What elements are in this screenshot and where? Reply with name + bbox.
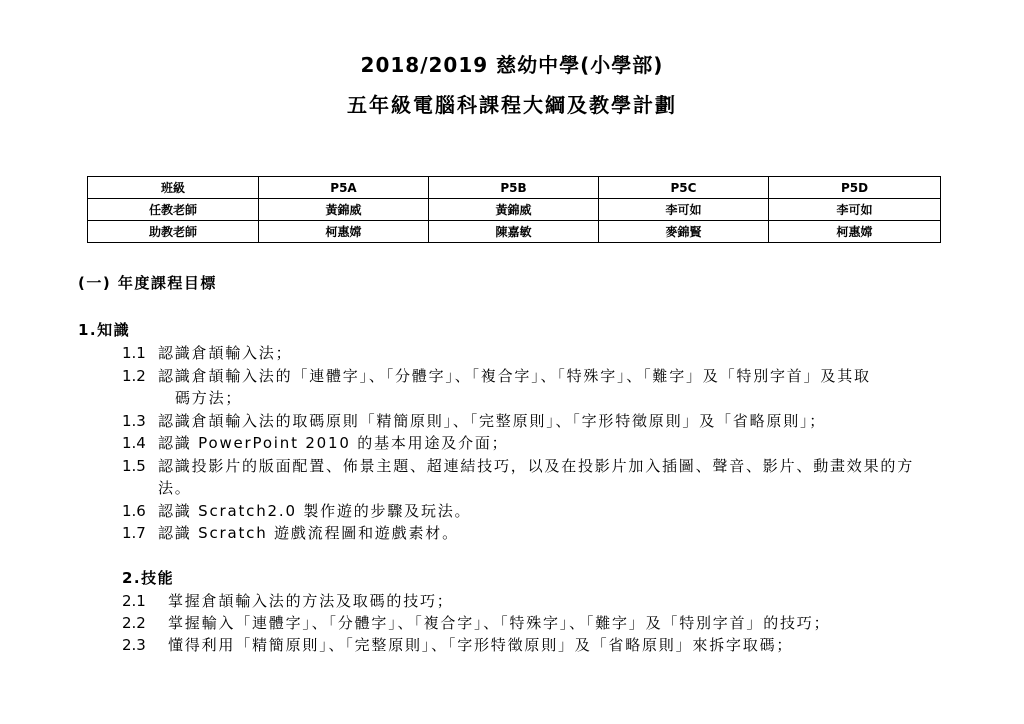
list-item	[122, 365, 1002, 388]
list-item	[122, 634, 1002, 656]
item-text: 認識 Scratch 遊戲流程圖和遊戲素材。	[158, 524, 459, 542]
table-header-cell: 班級	[88, 177, 259, 199]
table-row-label: 助教老師	[88, 221, 259, 243]
item-text: 認識 Scratch2.0 製作遊的步驟及玩法。	[158, 501, 472, 520]
item-number: 1.1	[122, 344, 146, 362]
item-text: 掌握輸入「連體字」、「分體字」、「複合字」、「特殊字」、「難字」及「特別字首」的技巧；	[168, 614, 831, 632]
table-header-cell: P5A	[259, 177, 429, 199]
item-text: 認識倉頡輸入法的「連體字」、「分體字」、「複合字」、「特殊字」、「難字」及「特別字首」及其取	[158, 366, 871, 385]
item-number: 2.1	[122, 592, 146, 610]
item-number: 1.7	[122, 524, 146, 542]
table-row	[88, 199, 941, 221]
table-header-cell: P5C	[599, 177, 769, 199]
item-number: 1.5	[122, 456, 146, 475]
item-text: 認識倉頡輸入法；	[158, 344, 293, 362]
document-title: 2018/2019 慈幼中學(小學部)	[360, 53, 664, 77]
item-number: 2.2	[122, 614, 146, 632]
list-item	[122, 500, 1002, 523]
section-heading: (一) 年度課程目標	[78, 274, 217, 292]
table-cell: 麥錦賢	[599, 221, 769, 243]
skills-list	[122, 590, 1002, 656]
item-text: 認識倉頡輸入法的取碼原則「精簡原則」、「完整原則」、「字形特徵原則」及「省略原則」；	[158, 411, 827, 430]
item-number: 1.3	[122, 411, 146, 430]
list-item	[122, 455, 1002, 478]
list-item-continuation: 碼方法；	[175, 389, 243, 407]
table-header-row	[88, 177, 941, 199]
item-number: 1.4	[122, 434, 146, 452]
skills-heading: 2.技能	[122, 569, 175, 587]
table-cell: 李可如	[769, 199, 941, 221]
table-cell: 柯惠嫦	[259, 221, 429, 243]
item-text: 認識 PowerPoint 2010 的基本用途及介面；	[158, 434, 509, 452]
table-header-cell: P5B	[429, 177, 599, 199]
item-text: 懂得利用「精簡原則」、「完整原則」、「字形特徵原則」及「省略原則」來拆字取碼；	[168, 636, 794, 654]
item-text: 掌握倉頡輸入法的方法及取碼的技巧；	[168, 592, 454, 610]
item-text: 認識投影片的版面配置、佈景主題、超連結技巧，以及在投影片加入插圖、聲音、影片、動畫效果的方	[158, 456, 915, 475]
item-number: 1.6	[122, 501, 146, 520]
list-item	[122, 342, 1002, 365]
document-subtitle: 五年級電腦科課程大綱及教學計劃	[347, 93, 677, 117]
list-item	[122, 410, 1002, 433]
list-item	[122, 590, 1002, 612]
table-row	[88, 221, 941, 243]
list-item	[122, 612, 1002, 634]
list-item	[122, 522, 1002, 545]
table-cell: 李可如	[599, 199, 769, 221]
list-item-continuation: 法。	[158, 479, 192, 497]
table-header-cell: P5D	[769, 177, 941, 199]
item-number: 2.3	[122, 636, 146, 654]
knowledge-list	[122, 342, 1002, 545]
class-teacher-table	[87, 176, 941, 243]
table-cell: 柯惠嫦	[769, 221, 941, 243]
knowledge-heading: 1.知識	[78, 321, 131, 339]
table-cell: 黃錦威	[259, 199, 429, 221]
table-cell: 陳嘉敏	[429, 221, 599, 243]
table-row-label: 任教老師	[88, 199, 259, 221]
list-item	[122, 432, 1002, 455]
item-number: 1.2	[122, 366, 146, 385]
table-cell: 黃錦威	[429, 199, 599, 221]
